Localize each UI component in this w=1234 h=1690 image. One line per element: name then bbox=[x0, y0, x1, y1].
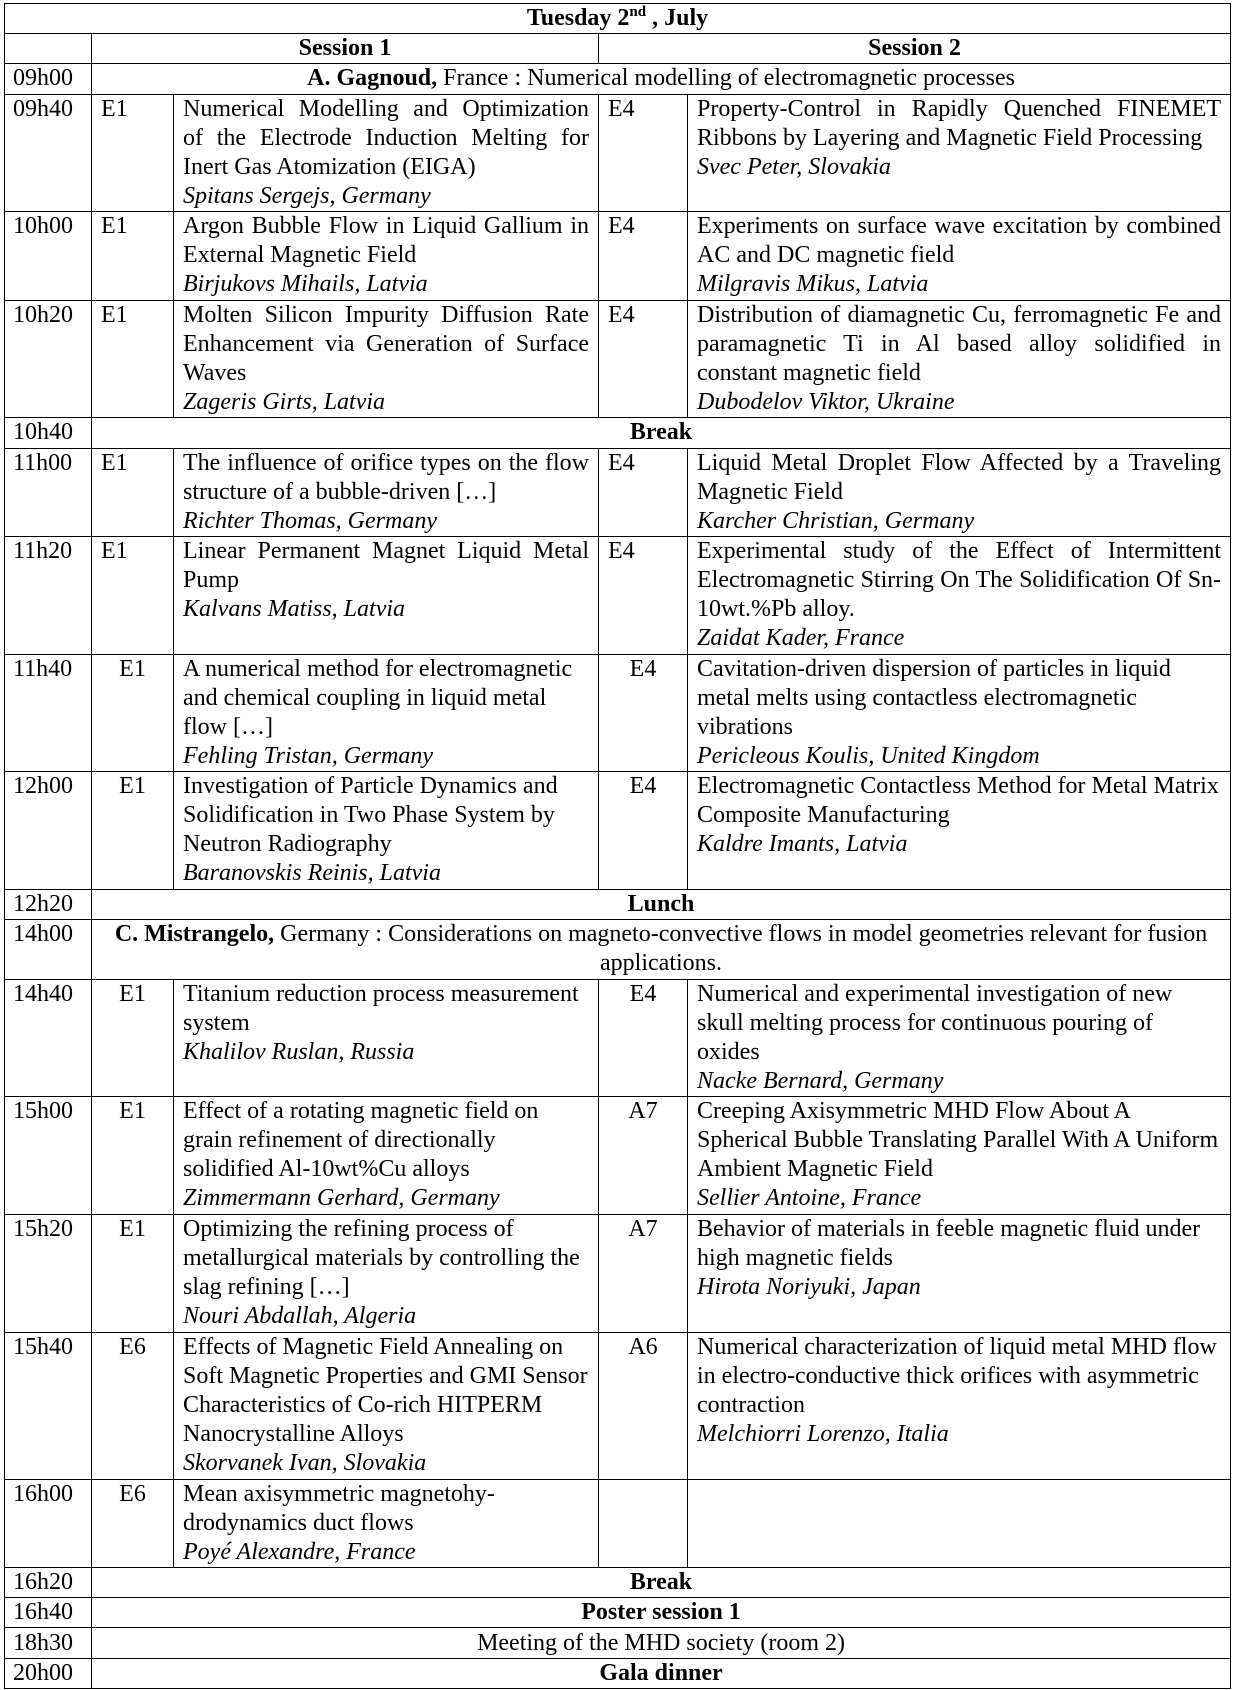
talk-title: Cavitation-driven dispersion of particles in liquid metal melts using contactless electromagnetic vibrations bbox=[697, 655, 1171, 740]
time-cell: 18h30 bbox=[5, 1628, 92, 1658]
time-cell: 12h00 bbox=[5, 772, 92, 890]
talk-title: Numerical and experimental investigation of new skull melting process for continuous pouring of oxides bbox=[697, 980, 1173, 1065]
time-cell: 11h00 bbox=[5, 448, 92, 537]
session2-talk bbox=[688, 1332, 1231, 1479]
talk-author: Dubodelov Viktor, Ukraine bbox=[697, 388, 955, 415]
session1-code: E1 bbox=[92, 300, 174, 418]
day-title-sup: nd bbox=[629, 4, 647, 21]
session1-talk bbox=[174, 537, 599, 655]
session2-talk bbox=[688, 772, 1231, 890]
schedule-row-15h20 bbox=[5, 1215, 1231, 1333]
schedule-table bbox=[4, 3, 1231, 1689]
time-cell: 10h00 bbox=[5, 212, 92, 301]
session1-code: E1 bbox=[92, 654, 174, 772]
talk-title: A numerical method for electromagnetic and chemical coupling in liquid metal flow […] bbox=[183, 655, 573, 740]
talk-author: Khalilov Ruslan, Russia bbox=[183, 1038, 415, 1065]
schedule-row-09h00 bbox=[5, 64, 1231, 94]
time-cell: 20h00 bbox=[5, 1658, 92, 1688]
talk-author: Kalvans Matiss, Latvia bbox=[183, 596, 406, 623]
talk-author: Birjukovs Mihails, Latvia bbox=[183, 271, 428, 298]
session1-talk bbox=[174, 1332, 599, 1479]
schedule-row-15h00 bbox=[5, 1097, 1231, 1215]
time-cell: 11h40 bbox=[5, 654, 92, 772]
session1-talk bbox=[174, 1479, 599, 1568]
session2-code: A7 bbox=[599, 1097, 688, 1215]
talk-title: Molten Silicon Impurity Diffusion Rate Enhancement via Generation of Surface Waves bbox=[183, 301, 589, 386]
keynote-cell bbox=[92, 920, 1231, 979]
talk-author: Richter Thomas, Germany bbox=[183, 507, 437, 534]
session2-code: E4 bbox=[599, 654, 688, 772]
schedule-row-10h20 bbox=[5, 300, 1231, 418]
schedule-row-14h40 bbox=[5, 979, 1231, 1097]
time-cell: 14h40 bbox=[5, 979, 92, 1097]
keynote-speaker: A. Gagnoud, bbox=[307, 65, 438, 92]
time-cell: 16h00 bbox=[5, 1479, 92, 1568]
talk-author: Sellier Antoine, France bbox=[697, 1185, 922, 1212]
session1-code: E1 bbox=[92, 1215, 174, 1333]
talk-author: Spitans Sergejs, Germany bbox=[183, 182, 431, 209]
session2-code: E4 bbox=[599, 94, 688, 212]
session2-talk bbox=[688, 1097, 1231, 1215]
header-time-cell bbox=[5, 34, 92, 64]
session2-code: E4 bbox=[599, 448, 688, 537]
schedule-row-15h40 bbox=[5, 1332, 1231, 1479]
talk-author: Fehling Tristan, Germany bbox=[183, 742, 433, 769]
time-cell: 10h20 bbox=[5, 300, 92, 418]
session-header-row bbox=[5, 34, 1231, 64]
schedule-row-11h00 bbox=[5, 448, 1231, 537]
talk-title: Effects of Magnetic Field Annealing on Soft Magnetic Properties and GMI Sensor Characteristics of Co-rich HITPERM Nanocrystalline Alloys bbox=[183, 1333, 588, 1447]
talk-title: Numerical characterization of liquid metal MHD flow in electro-conductive thick orifices with asymmetric contraction bbox=[697, 1333, 1217, 1418]
session1-code: E1 bbox=[92, 448, 174, 537]
event-label: Gala dinner bbox=[92, 1658, 1231, 1688]
session2-code: E4 bbox=[599, 300, 688, 418]
talk-title: The influence of orifice types on the flow structure of a bubble-driven […] bbox=[183, 449, 589, 505]
session1-talk bbox=[174, 1097, 599, 1215]
talk-author: Melchiorri Lorenzo, Italia bbox=[697, 1420, 949, 1447]
session1-talk bbox=[174, 448, 599, 537]
schedule-row-18h30 bbox=[5, 1628, 1231, 1658]
time-cell: 09h00 bbox=[5, 64, 92, 94]
event-label: Meeting of the MHD society (room 2) bbox=[92, 1628, 1231, 1658]
time-cell: 11h20 bbox=[5, 537, 92, 655]
session2-talk bbox=[688, 979, 1231, 1097]
session1-talk bbox=[174, 300, 599, 418]
talk-author: Karcher Christian, Germany bbox=[697, 507, 975, 534]
schedule-row-12h00 bbox=[5, 772, 1231, 890]
talk-title: Argon Bubble Flow in Liquid Gallium in External Magnetic Field bbox=[183, 213, 589, 269]
time-cell: 09h40 bbox=[5, 94, 92, 212]
session1-code: E1 bbox=[92, 537, 174, 655]
session2-talk bbox=[688, 300, 1231, 418]
session2-talk bbox=[688, 212, 1231, 301]
session2-header: Session 2 bbox=[599, 34, 1231, 64]
event-label: Poster session 1 bbox=[92, 1598, 1231, 1628]
session1-talk bbox=[174, 772, 599, 890]
day-title bbox=[5, 4, 1231, 34]
talk-author: Zaidat Kader, France bbox=[697, 625, 905, 652]
session1-code: E1 bbox=[92, 212, 174, 301]
talk-author: Zageris Girts, Latvia bbox=[183, 388, 386, 415]
schedule-row-09h40 bbox=[5, 94, 1231, 212]
event-label: Break bbox=[92, 1568, 1231, 1598]
schedule-row-11h20 bbox=[5, 537, 1231, 655]
session2-code: E4 bbox=[599, 772, 688, 890]
schedule-row-12h20 bbox=[5, 890, 1231, 920]
talk-author: Pericleous Koulis, United Kingdom bbox=[697, 742, 1040, 769]
schedule-row-20h00 bbox=[5, 1658, 1231, 1688]
talk-author: Nacke Bernard, Germany bbox=[697, 1067, 944, 1094]
talk-author: Baranovskis Reinis, Latvia bbox=[183, 860, 441, 887]
talk-title: Linear Permanent Magnet Liquid Metal Pump bbox=[183, 538, 589, 594]
schedule-row-11h40 bbox=[5, 654, 1231, 772]
talk-title: Investigation of Particle Dynamics and Solidification in Two Phase System by Neutron Radiography bbox=[183, 773, 558, 858]
talk-title: Electromagnetic Contactless Method for Metal Matrix Composite Manufacturing bbox=[697, 773, 1219, 829]
day-title-rest: , July bbox=[646, 5, 709, 32]
session1-talk bbox=[174, 212, 599, 301]
session2-talk bbox=[688, 94, 1231, 212]
session1-code: E6 bbox=[92, 1479, 174, 1568]
session1-talk bbox=[174, 979, 599, 1097]
time-cell: 16h40 bbox=[5, 1598, 92, 1628]
talk-title: Experimental study of the Effect of Intermittent Electromagnetic Stirring On The Solidification Of Sn-10wt.%Pb alloy. bbox=[697, 538, 1222, 623]
session1-talk bbox=[174, 94, 599, 212]
schedule-row-10h00 bbox=[5, 212, 1231, 301]
time-cell: 15h40 bbox=[5, 1332, 92, 1479]
time-cell: 14h00 bbox=[5, 920, 92, 979]
time-cell: 12h20 bbox=[5, 890, 92, 920]
session1-code: E1 bbox=[92, 1097, 174, 1215]
session2-talk bbox=[688, 654, 1231, 772]
talk-title: Mean axisymmetric magnetohy-drodynamics duct flows bbox=[183, 1480, 495, 1536]
event-label: Break bbox=[92, 418, 1231, 448]
talk-author: Milgravis Mikus, Latvia bbox=[697, 271, 929, 298]
talk-author: Kaldre Imants, Latvia bbox=[697, 831, 908, 858]
session2-code: A6 bbox=[599, 1332, 688, 1479]
session2-talk bbox=[688, 1479, 1231, 1568]
session2-code: E4 bbox=[599, 537, 688, 655]
event-label: Lunch bbox=[92, 890, 1231, 920]
session1-talk bbox=[174, 654, 599, 772]
time-cell: 16h20 bbox=[5, 1568, 92, 1598]
session1-code: E1 bbox=[92, 94, 174, 212]
schedule-row-16h00 bbox=[5, 1479, 1231, 1568]
session2-code: A7 bbox=[599, 1215, 688, 1333]
talk-title: Effect of a rotating magnetic field on grain refinement of directionally solidified Al-10wt%Cu alloys bbox=[183, 1098, 539, 1183]
talk-title: Experiments on surface wave excitation by combined AC and DC magnetic field bbox=[697, 213, 1222, 269]
talk-title: Creeping Axisymmetric MHD Flow About A Spherical Bubble Translating Parallel With A Uniform Ambient Magnetic Field bbox=[697, 1098, 1219, 1183]
session1-code: E1 bbox=[92, 772, 174, 890]
talk-author: Skorvanek Ivan, Slovakia bbox=[183, 1449, 427, 1476]
session1-code: E6 bbox=[92, 1332, 174, 1479]
talk-title: Behavior of materials in feeble magnetic fluid under high magnetic fields bbox=[697, 1216, 1201, 1272]
talk-author: Hirota Noriyuki, Japan bbox=[697, 1274, 921, 1301]
day-header-row bbox=[5, 4, 1231, 34]
schedule-row-10h40 bbox=[5, 418, 1231, 448]
session2-code: E4 bbox=[599, 979, 688, 1097]
schedule-row-16h20 bbox=[5, 1568, 1231, 1598]
talk-author: Nouri Abdallah, Algeria bbox=[183, 1303, 417, 1330]
talk-author: Zimmermann Gerhard, Germany bbox=[183, 1185, 500, 1212]
talk-title: Optimizing the refining process of metallurgical materials by controlling the slag refining […] bbox=[183, 1216, 580, 1301]
keynote-cell bbox=[92, 64, 1231, 94]
session2-talk bbox=[688, 448, 1231, 537]
talk-author: Poyé Alexandre, France bbox=[183, 1538, 416, 1565]
session1-code: E1 bbox=[92, 979, 174, 1097]
session1-header: Session 1 bbox=[92, 34, 599, 64]
day-title-text: Tuesday 2 bbox=[526, 5, 630, 32]
schedule-row-14h00 bbox=[5, 920, 1231, 979]
session2-talk bbox=[688, 537, 1231, 655]
schedule-row-16h40 bbox=[5, 1598, 1231, 1628]
talk-title: Property-Control in Rapidly Quenched FINEMET Ribbons by Layering and Magnetic Field Processing bbox=[697, 95, 1222, 151]
keynote-title: France : Numerical modelling of electromagnetic processes bbox=[437, 65, 1015, 92]
session1-talk bbox=[174, 1215, 599, 1333]
keynote-title: Germany : Considerations on magneto-convective flows in model geometries relevant for fusion applications. bbox=[274, 921, 1208, 977]
talk-title: Numerical Modelling and Optimization of the Electrode Induction Melting for Inert Gas Atomization (EIGA) bbox=[183, 95, 589, 180]
talk-title: Liquid Metal Droplet Flow Affected by a Traveling Magnetic Field bbox=[697, 449, 1222, 505]
time-cell: 15h20 bbox=[5, 1215, 92, 1333]
session2-code: E4 bbox=[599, 212, 688, 301]
session2-code bbox=[599, 1479, 688, 1568]
talk-title: Titanium reduction process measurement system bbox=[183, 980, 579, 1036]
keynote-speaker: C. Mistrangelo, bbox=[114, 921, 275, 948]
session2-talk bbox=[688, 1215, 1231, 1333]
time-cell: 10h40 bbox=[5, 418, 92, 448]
time-cell: 15h00 bbox=[5, 1097, 92, 1215]
talk-title: Distribution of diamagnetic Cu, ferromagnetic Fe and paramagnetic Ti in Al based alloy solidified in constant magnetic field bbox=[697, 301, 1222, 386]
talk-author: Svec Peter, Slovakia bbox=[697, 153, 891, 180]
